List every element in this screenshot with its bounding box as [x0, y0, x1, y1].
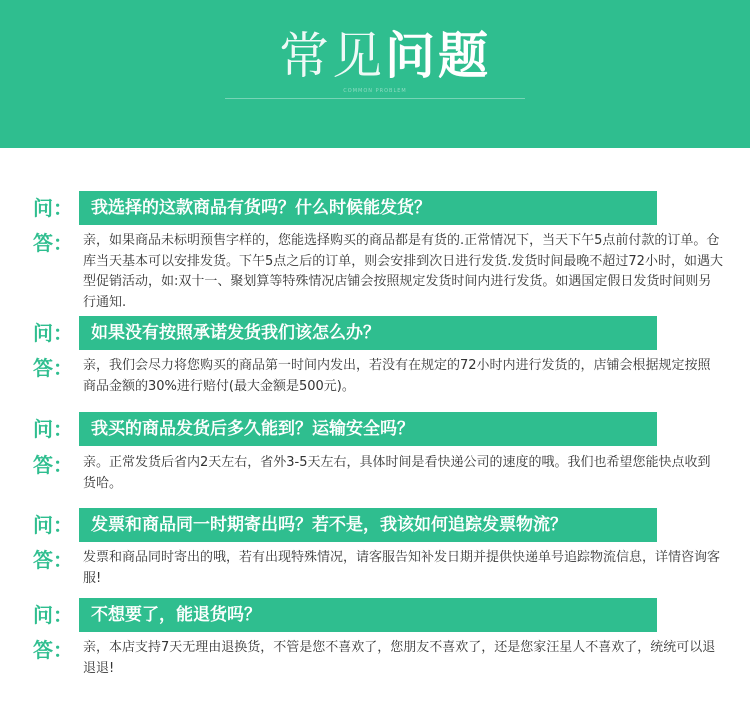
question-marker: 问：: [33, 321, 73, 345]
faq-question-row: [0, 412, 750, 446]
question-marker: 问：: [33, 417, 73, 441]
question-marker: 问：: [33, 196, 73, 220]
faq-answer: 亲，我们会尽力将您购买的商品第一时间内发出，若没有在规定的72小时内进行发货的，店铺会根据规定按照商品金额的30%进行赔付(最大金额是500元)。: [83, 358, 711, 394]
page-title-part2: 问题: [385, 27, 491, 85]
faq-question-row: [0, 316, 750, 350]
faq-question: 发票和商品同一时期寄出吗？若不是，我该如何追踪发票物流？: [79, 508, 657, 542]
answer-marker: 答：: [33, 453, 73, 477]
faq-answer: 发票和商品同时寄出的哦，若有出现特殊情况，请客服告知补发日期并提供快递单号追踪物流信息，详情咨询客服!: [83, 550, 721, 586]
question-marker: 问：: [33, 513, 73, 537]
faq-answer: 亲。正常发货后省内2天左右，省外3-5天左右，具体时间是看快递公司的速度的哦。我们也希望您能快点收到货哈。: [83, 455, 711, 491]
faq-question: 我买的商品发货后多久能到？运输安全吗？: [79, 412, 657, 446]
header-banner: [0, 0, 750, 148]
page-title: [0, 26, 750, 86]
faq-question: 如果没有按照承诺发货我们该怎么办？: [79, 316, 657, 350]
faq-answer: 亲，如果商品未标明预售字样的，您能选择购买的商品都是有货的.正常情况下，当天下午5点前付款的订单。仓库当天基本可以安排发货。下午5点之后的订单，则会安排到次日进行发货.发货时间最晚不超过72小时，如遇大型促销活动，如:双十一、聚划算等特殊情况店铺会按照规定发货时间内进行发货。如遇国定假日发货时间则另行通知.: [83, 233, 723, 310]
faq-question-row: [0, 191, 750, 225]
faq-question-row: [0, 598, 750, 632]
answer-marker: 答：: [33, 356, 73, 380]
answer-marker: 答：: [33, 638, 73, 662]
page-subtitle: COMMON PROBLEM: [343, 88, 407, 94]
faq-question-row: [0, 508, 750, 542]
page-title-part1: 常见: [279, 27, 385, 85]
question-marker: 问：: [33, 603, 73, 627]
answer-marker: 答：: [33, 231, 73, 255]
header-divider: [225, 98, 525, 99]
faq-question: 我选择的这款商品有货吗？什么时候能发货？: [79, 191, 657, 225]
faq-answer: 亲，本店支持7天无理由退换货，不管是您不喜欢了，您朋友不喜欢了，还是您家汪星人不喜欢了，统统可以退退退!: [83, 640, 716, 676]
answer-marker: 答：: [33, 548, 73, 572]
faq-question: 不想要了，能退货吗？: [79, 598, 657, 632]
